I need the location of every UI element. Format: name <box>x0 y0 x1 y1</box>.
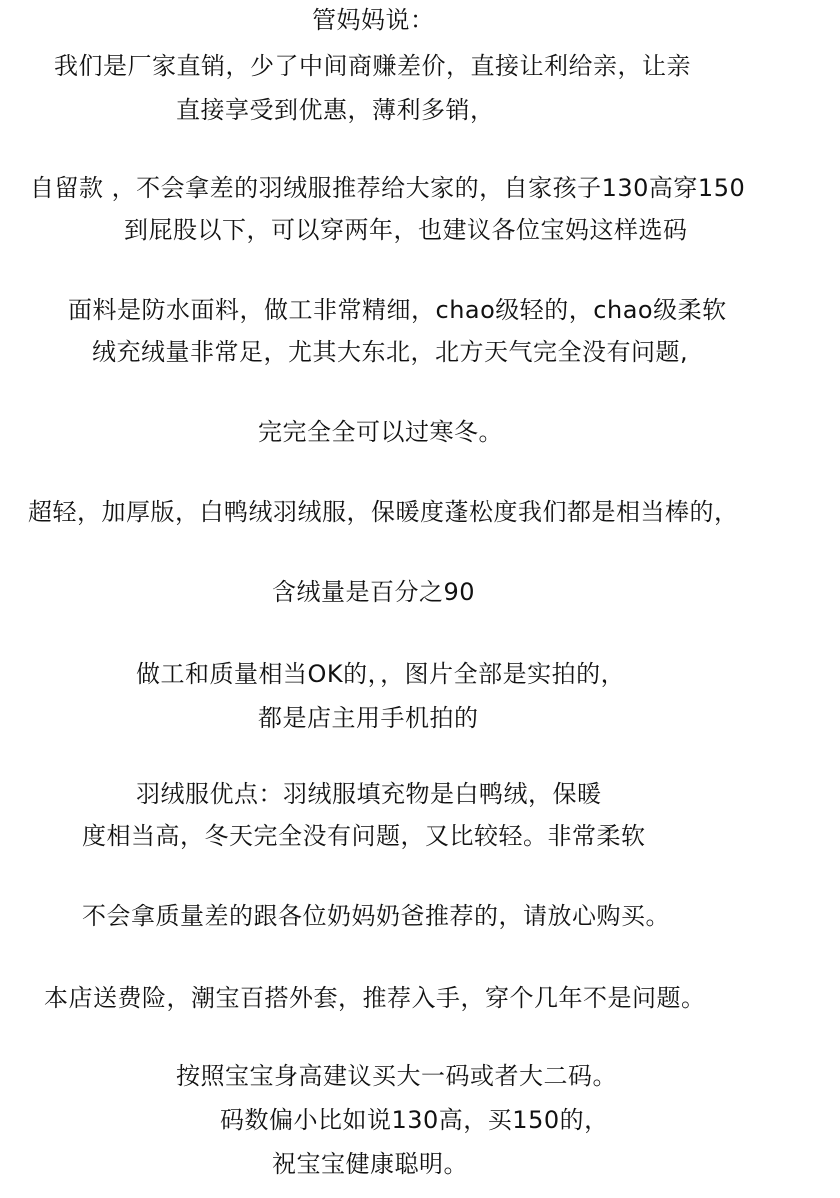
text-line: 度相当高，冬天完全没有问题，又比较轻。非常柔软 <box>82 822 646 850</box>
text-line: 面料是防水面料，做工非常精细，chao级轻的，chao级柔软 <box>68 296 727 324</box>
text-line: 含绒量是百分之90 <box>272 578 476 606</box>
text-line: 不会拿质量差的跟各位奶妈奶爸推荐的，请放心购买。 <box>82 902 670 930</box>
text-line: 到屁股以下，可以穿两年，也建议各位宝妈这样选码 <box>124 216 688 244</box>
text-line: 超轻，加厚版，白鸭绒羽绒服，保暖度蓬松度我们都是相当棒的， <box>28 498 739 526</box>
text-line: 祝宝宝健康聪明。 <box>272 1150 468 1178</box>
text-line: 完完全全可以过寒冬。 <box>258 418 503 446</box>
text-line: 直接享受到优惠，薄利多销， <box>176 96 495 124</box>
heading-line: 管妈妈说： <box>312 6 435 34</box>
text-line: 按照宝宝身高建议买大一码或者大二码。 <box>176 1062 617 1090</box>
text-line: 都是店主用手机拍的 <box>258 704 479 732</box>
text-line: 本店送费险，潮宝百搭外套，推荐入手，穿个几年不是问题。 <box>44 984 706 1012</box>
text-line: 绒充绒量非常足，尤其大东北，北方天气完全没有问题, <box>92 338 689 366</box>
text-line: 羽绒服优点：羽绒服填充物是白鸭绒，保暖 <box>136 780 602 808</box>
text-line: 自留款 ，不会拿差的羽绒服推荐给大家的，自家孩子130高穿150 <box>30 174 746 202</box>
text-line: 做工和质量相当OK的，，图片全部是实拍的， <box>136 660 626 688</box>
text-line: 码数偏小比如说130高，买150的， <box>220 1106 609 1134</box>
text-line: 我们是厂家直销，少了中间商赚差价，直接让利给亲，让亲 <box>54 52 691 80</box>
